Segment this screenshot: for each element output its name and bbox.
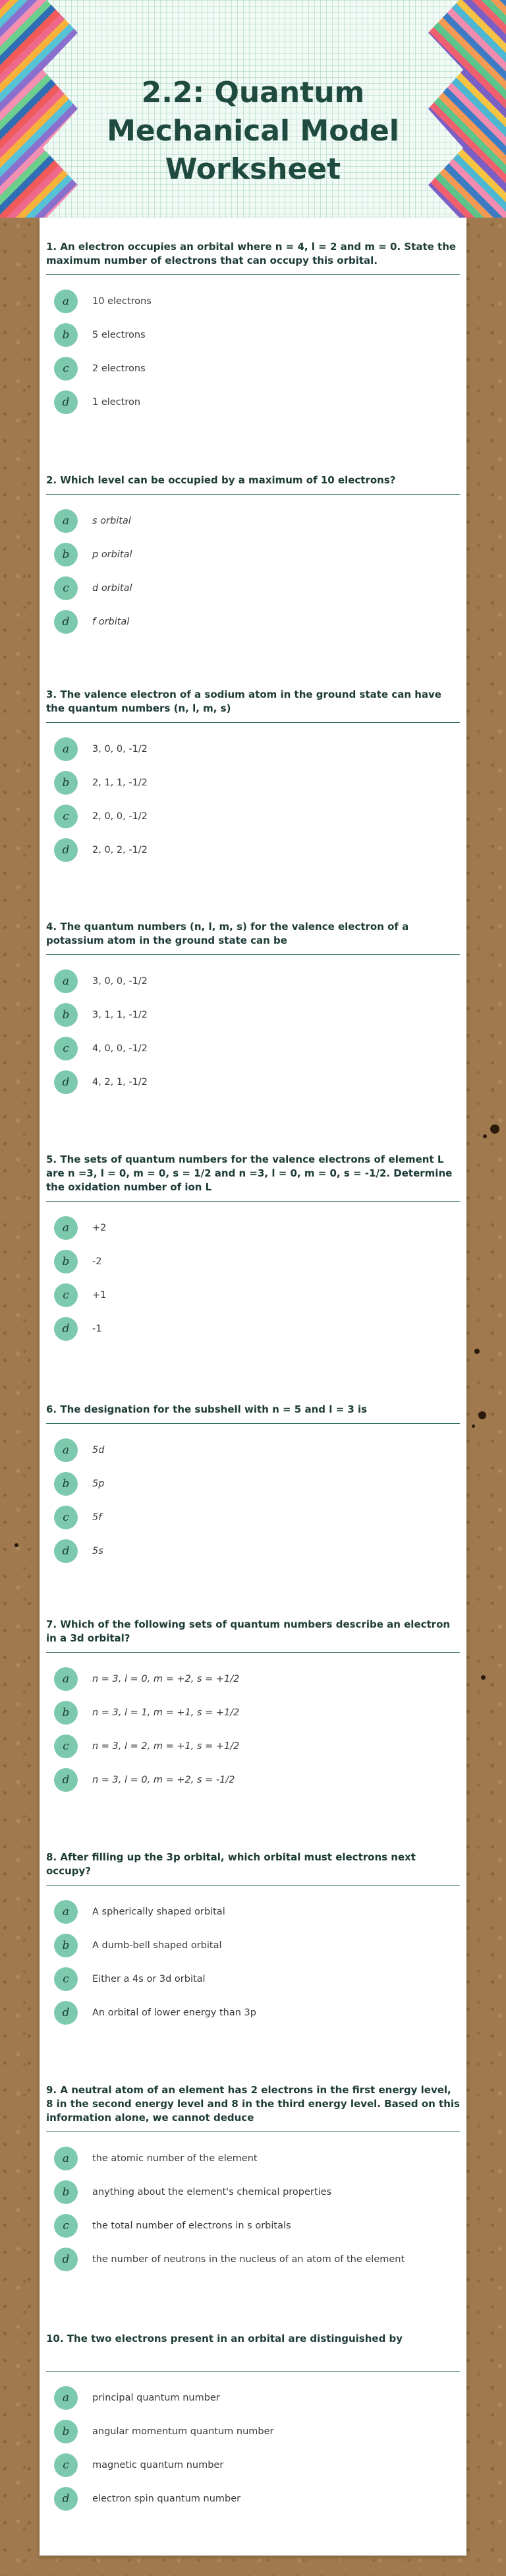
option-text: 3, 0, 0, -1/2 bbox=[92, 743, 148, 754]
option-letter-badge: c bbox=[54, 576, 78, 600]
divider bbox=[46, 1201, 460, 1202]
option-letter-badge: a bbox=[54, 1438, 78, 1462]
divider bbox=[46, 722, 460, 723]
question-4 bbox=[46, 920, 460, 1099]
option-letter-badge: b bbox=[54, 1003, 78, 1027]
question-text: 3. The valence electron of a sodium atom in the ground state can have the quantum numbers (n, l, m, s) bbox=[46, 689, 441, 714]
option-a[interactable] bbox=[46, 964, 460, 998]
option-text: 4, 0, 0, -1/2 bbox=[92, 1043, 148, 1054]
option-b[interactable] bbox=[46, 2175, 460, 2209]
option-text: magnetic quantum number bbox=[92, 2459, 224, 2470]
option-letter-badge: b bbox=[54, 1472, 78, 1496]
page-title: 2.2: Quantum Mechanical Model Worksheet bbox=[107, 76, 399, 186]
option-c[interactable] bbox=[46, 2448, 460, 2482]
option-text: -2 bbox=[92, 1256, 102, 1267]
option-letter-badge: b bbox=[54, 1934, 78, 1957]
option-text: A spherically shaped orbital bbox=[92, 1906, 225, 1917]
option-c[interactable] bbox=[46, 1962, 460, 1996]
option-b[interactable] bbox=[46, 766, 460, 799]
option-letter-badge: d bbox=[54, 2487, 78, 2511]
options-list bbox=[46, 732, 460, 867]
option-letter-badge: d bbox=[54, 2001, 78, 2025]
option-b[interactable] bbox=[46, 318, 460, 352]
question-text: 8. After filling up the 3p orbital, which orbital must electrons next occupy? bbox=[46, 1851, 416, 1877]
option-text: the total number of electrons in s orbitals bbox=[92, 2220, 291, 2231]
question-text: 7. Which of the following sets of quantum numbers describe an electron in a 3d orbital? bbox=[46, 1618, 451, 1644]
option-text: 5s bbox=[92, 1545, 103, 1556]
option-d[interactable] bbox=[46, 605, 460, 638]
option-text: 5f bbox=[92, 1512, 102, 1523]
option-letter-badge: c bbox=[54, 1967, 78, 1991]
question-text: 10. The two electrons present in an orbital are distinguished by bbox=[46, 2333, 403, 2345]
option-letter-badge: a bbox=[54, 290, 78, 313]
paper-speck bbox=[474, 1349, 480, 1354]
option-letter-badge: c bbox=[54, 805, 78, 828]
option-text: Either a 4s or 3d orbital bbox=[92, 1973, 206, 1984]
option-text: n = 3, l = 0, m = +2, s = +1/2 bbox=[92, 1673, 240, 1684]
option-letter-badge: b bbox=[54, 771, 78, 795]
divider bbox=[46, 1423, 460, 1424]
decorative-stripes-left bbox=[0, 0, 78, 218]
option-letter-badge: a bbox=[54, 2147, 78, 2170]
divider bbox=[46, 2371, 460, 2372]
option-text: n = 3, l = 2, m = +1, s = +1/2 bbox=[92, 1740, 240, 1752]
option-text: 2 electrons bbox=[92, 363, 146, 374]
question-6 bbox=[46, 1403, 460, 1568]
option-c[interactable] bbox=[46, 1031, 460, 1065]
question-3 bbox=[46, 688, 460, 867]
option-letter-badge: b bbox=[54, 2420, 78, 2443]
option-c[interactable] bbox=[46, 799, 460, 833]
divider bbox=[46, 954, 460, 955]
question-text: 1. An electron occupies an orbital where n = 4, l = 2 and m = 0. State the maximum number of electrons that can occupy this orbital. bbox=[46, 241, 457, 266]
option-a[interactable] bbox=[46, 732, 460, 766]
question-10 bbox=[46, 2332, 460, 2515]
options-list bbox=[46, 2141, 460, 2276]
option-b[interactable] bbox=[46, 1928, 460, 1962]
option-text: p orbital bbox=[92, 549, 132, 560]
option-d[interactable] bbox=[46, 1763, 460, 1796]
option-text: 1 electron bbox=[92, 396, 141, 408]
divider bbox=[46, 494, 460, 495]
question-text: 5. The sets of quantum numbers for the valence electrons of element L are n =3, l = 0, m = 0, s = 1/2 and n =3, l = 0, m = 0, s = -1/2. Determine the oxidation number of ion L bbox=[46, 1153, 453, 1193]
option-text: s orbital bbox=[92, 515, 131, 526]
option-b[interactable] bbox=[46, 537, 460, 571]
option-b[interactable] bbox=[46, 998, 460, 1031]
option-text: the atomic number of the element bbox=[92, 2153, 258, 2164]
options-list bbox=[46, 284, 460, 419]
option-letter-badge: b bbox=[54, 1701, 78, 1725]
option-a[interactable] bbox=[46, 1895, 460, 1928]
option-text: the number of neutrons in the nucleus of an atom of the element bbox=[92, 2254, 405, 2265]
question-text: 9. A neutral atom of an element has 2 electrons in the first energy level, 8 in the second energy level and 8 in the third energy level. Based on this information alone, we cannot deduce bbox=[46, 2084, 460, 2124]
option-letter-badge: d bbox=[54, 1317, 78, 1341]
divider bbox=[46, 2131, 460, 2132]
option-letter-badge: c bbox=[54, 1734, 78, 1758]
option-text: electron spin quantum number bbox=[92, 2493, 241, 2504]
option-letter-badge: c bbox=[54, 1037, 78, 1060]
option-text: 2, 0, 2, -1/2 bbox=[92, 844, 148, 855]
option-b[interactable] bbox=[46, 1696, 460, 1729]
option-letter-badge: d bbox=[54, 838, 78, 862]
options-list bbox=[46, 964, 460, 1099]
option-letter-badge: a bbox=[54, 1900, 78, 1924]
options-list bbox=[46, 2381, 460, 2515]
option-text: 3, 1, 1, -1/2 bbox=[92, 1009, 148, 1020]
option-a[interactable] bbox=[46, 2141, 460, 2175]
options-list bbox=[46, 1211, 460, 1345]
option-text: 2, 0, 0, -1/2 bbox=[92, 811, 148, 822]
option-c[interactable] bbox=[46, 1278, 460, 1312]
question-9 bbox=[46, 2083, 460, 2276]
paper-speck bbox=[483, 1134, 487, 1138]
option-letter-badge: a bbox=[54, 969, 78, 993]
option-text: -1 bbox=[92, 1323, 102, 1334]
option-d[interactable] bbox=[46, 1312, 460, 1345]
question-1 bbox=[46, 240, 460, 419]
option-letter-badge: d bbox=[54, 1070, 78, 1094]
option-letter-badge: c bbox=[54, 2453, 78, 2477]
option-text: 4, 2, 1, -1/2 bbox=[92, 1076, 148, 1088]
option-a[interactable] bbox=[46, 504, 460, 537]
option-a[interactable] bbox=[46, 1662, 460, 1696]
option-text: +1 bbox=[92, 1289, 107, 1301]
option-letter-badge: d bbox=[54, 390, 78, 414]
question-5 bbox=[46, 1153, 460, 1345]
worksheet-header bbox=[0, 0, 506, 218]
option-text: angular momentum quantum number bbox=[92, 2426, 274, 2437]
option-b[interactable] bbox=[46, 1244, 460, 1278]
question-8 bbox=[46, 1851, 460, 2029]
paper-speck bbox=[481, 1675, 486, 1680]
option-text: f orbital bbox=[92, 616, 130, 627]
option-letter-badge: d bbox=[54, 1539, 78, 1563]
option-b[interactable] bbox=[46, 1467, 460, 1500]
option-text: 2, 1, 1, -1/2 bbox=[92, 777, 148, 788]
paper-speck bbox=[472, 1425, 475, 1428]
option-text: n = 3, l = 1, m = +1, s = +1/2 bbox=[92, 1707, 240, 1718]
question-7 bbox=[46, 1618, 460, 1796]
option-letter-badge: b bbox=[54, 543, 78, 567]
option-d[interactable] bbox=[46, 385, 460, 419]
option-letter-badge: c bbox=[54, 2214, 78, 2238]
option-letter-badge: b bbox=[54, 1250, 78, 1273]
option-b[interactable] bbox=[46, 2414, 460, 2448]
option-letter-badge: b bbox=[54, 323, 78, 347]
option-a[interactable] bbox=[46, 1433, 460, 1467]
option-text: 5d bbox=[92, 1444, 105, 1456]
option-text: principal quantum number bbox=[92, 2392, 220, 2403]
divider bbox=[46, 1652, 460, 1653]
question-text: 4. The quantum numbers (n, l, m, s) for the valence electron of a potassium atom in the ground state can be bbox=[46, 921, 409, 946]
option-d[interactable] bbox=[46, 1065, 460, 1099]
option-letter-badge: a bbox=[54, 1667, 78, 1691]
options-list bbox=[46, 1895, 460, 2029]
options-list bbox=[46, 504, 460, 638]
option-d[interactable] bbox=[46, 2242, 460, 2276]
option-d[interactable] bbox=[46, 1534, 460, 1568]
options-list bbox=[46, 1433, 460, 1568]
paper-speck bbox=[478, 1411, 486, 1419]
divider bbox=[46, 274, 460, 275]
option-d[interactable] bbox=[46, 1996, 460, 2029]
decorative-stripes-right bbox=[428, 0, 506, 218]
option-text: A dumb-bell shaped orbital bbox=[92, 1940, 222, 1951]
option-text: 10 electrons bbox=[92, 295, 152, 307]
option-d[interactable] bbox=[46, 833, 460, 867]
option-a[interactable] bbox=[46, 284, 460, 318]
option-letter-badge: d bbox=[54, 610, 78, 634]
option-a[interactable] bbox=[46, 2381, 460, 2414]
paper-speck bbox=[490, 1124, 499, 1134]
option-letter-badge: b bbox=[54, 2180, 78, 2204]
option-letter-badge: d bbox=[54, 2248, 78, 2271]
option-letter-badge: a bbox=[54, 1216, 78, 1240]
option-letter-badge: a bbox=[54, 509, 78, 533]
question-text: 6. The designation for the subshell with n = 5 and l = 3 is bbox=[46, 1403, 368, 1415]
paper-speck bbox=[14, 1543, 18, 1547]
option-d[interactable] bbox=[46, 2482, 460, 2515]
option-letter-badge: a bbox=[54, 737, 78, 761]
option-c[interactable] bbox=[46, 352, 460, 385]
option-letter-badge: d bbox=[54, 1768, 78, 1792]
option-c[interactable] bbox=[46, 571, 460, 605]
question-text: 2. Which level can be occupied by a maximum of 10 electrons? bbox=[46, 474, 396, 486]
option-letter-badge: c bbox=[54, 1506, 78, 1529]
option-c[interactable] bbox=[46, 1729, 460, 1763]
option-text: 5p bbox=[92, 1478, 105, 1489]
option-text: anything about the element's chemical properties bbox=[92, 2186, 332, 2197]
option-text: An orbital of lower energy than 3p bbox=[92, 2007, 256, 2018]
option-letter-badge: c bbox=[54, 357, 78, 381]
question-2 bbox=[46, 474, 460, 638]
option-text: +2 bbox=[92, 1222, 107, 1233]
option-letter-badge: a bbox=[54, 2386, 78, 2410]
option-a[interactable] bbox=[46, 1211, 460, 1244]
option-c[interactable] bbox=[46, 2209, 460, 2242]
option-letter-badge: c bbox=[54, 1283, 78, 1307]
option-text: 3, 0, 0, -1/2 bbox=[92, 975, 148, 987]
divider bbox=[46, 1885, 460, 1886]
option-text: 5 electrons bbox=[92, 329, 146, 340]
option-text: n = 3, l = 0, m = +2, s = -1/2 bbox=[92, 1774, 235, 1785]
option-text: d orbital bbox=[92, 582, 132, 594]
options-list bbox=[46, 1662, 460, 1796]
option-c[interactable] bbox=[46, 1500, 460, 1534]
